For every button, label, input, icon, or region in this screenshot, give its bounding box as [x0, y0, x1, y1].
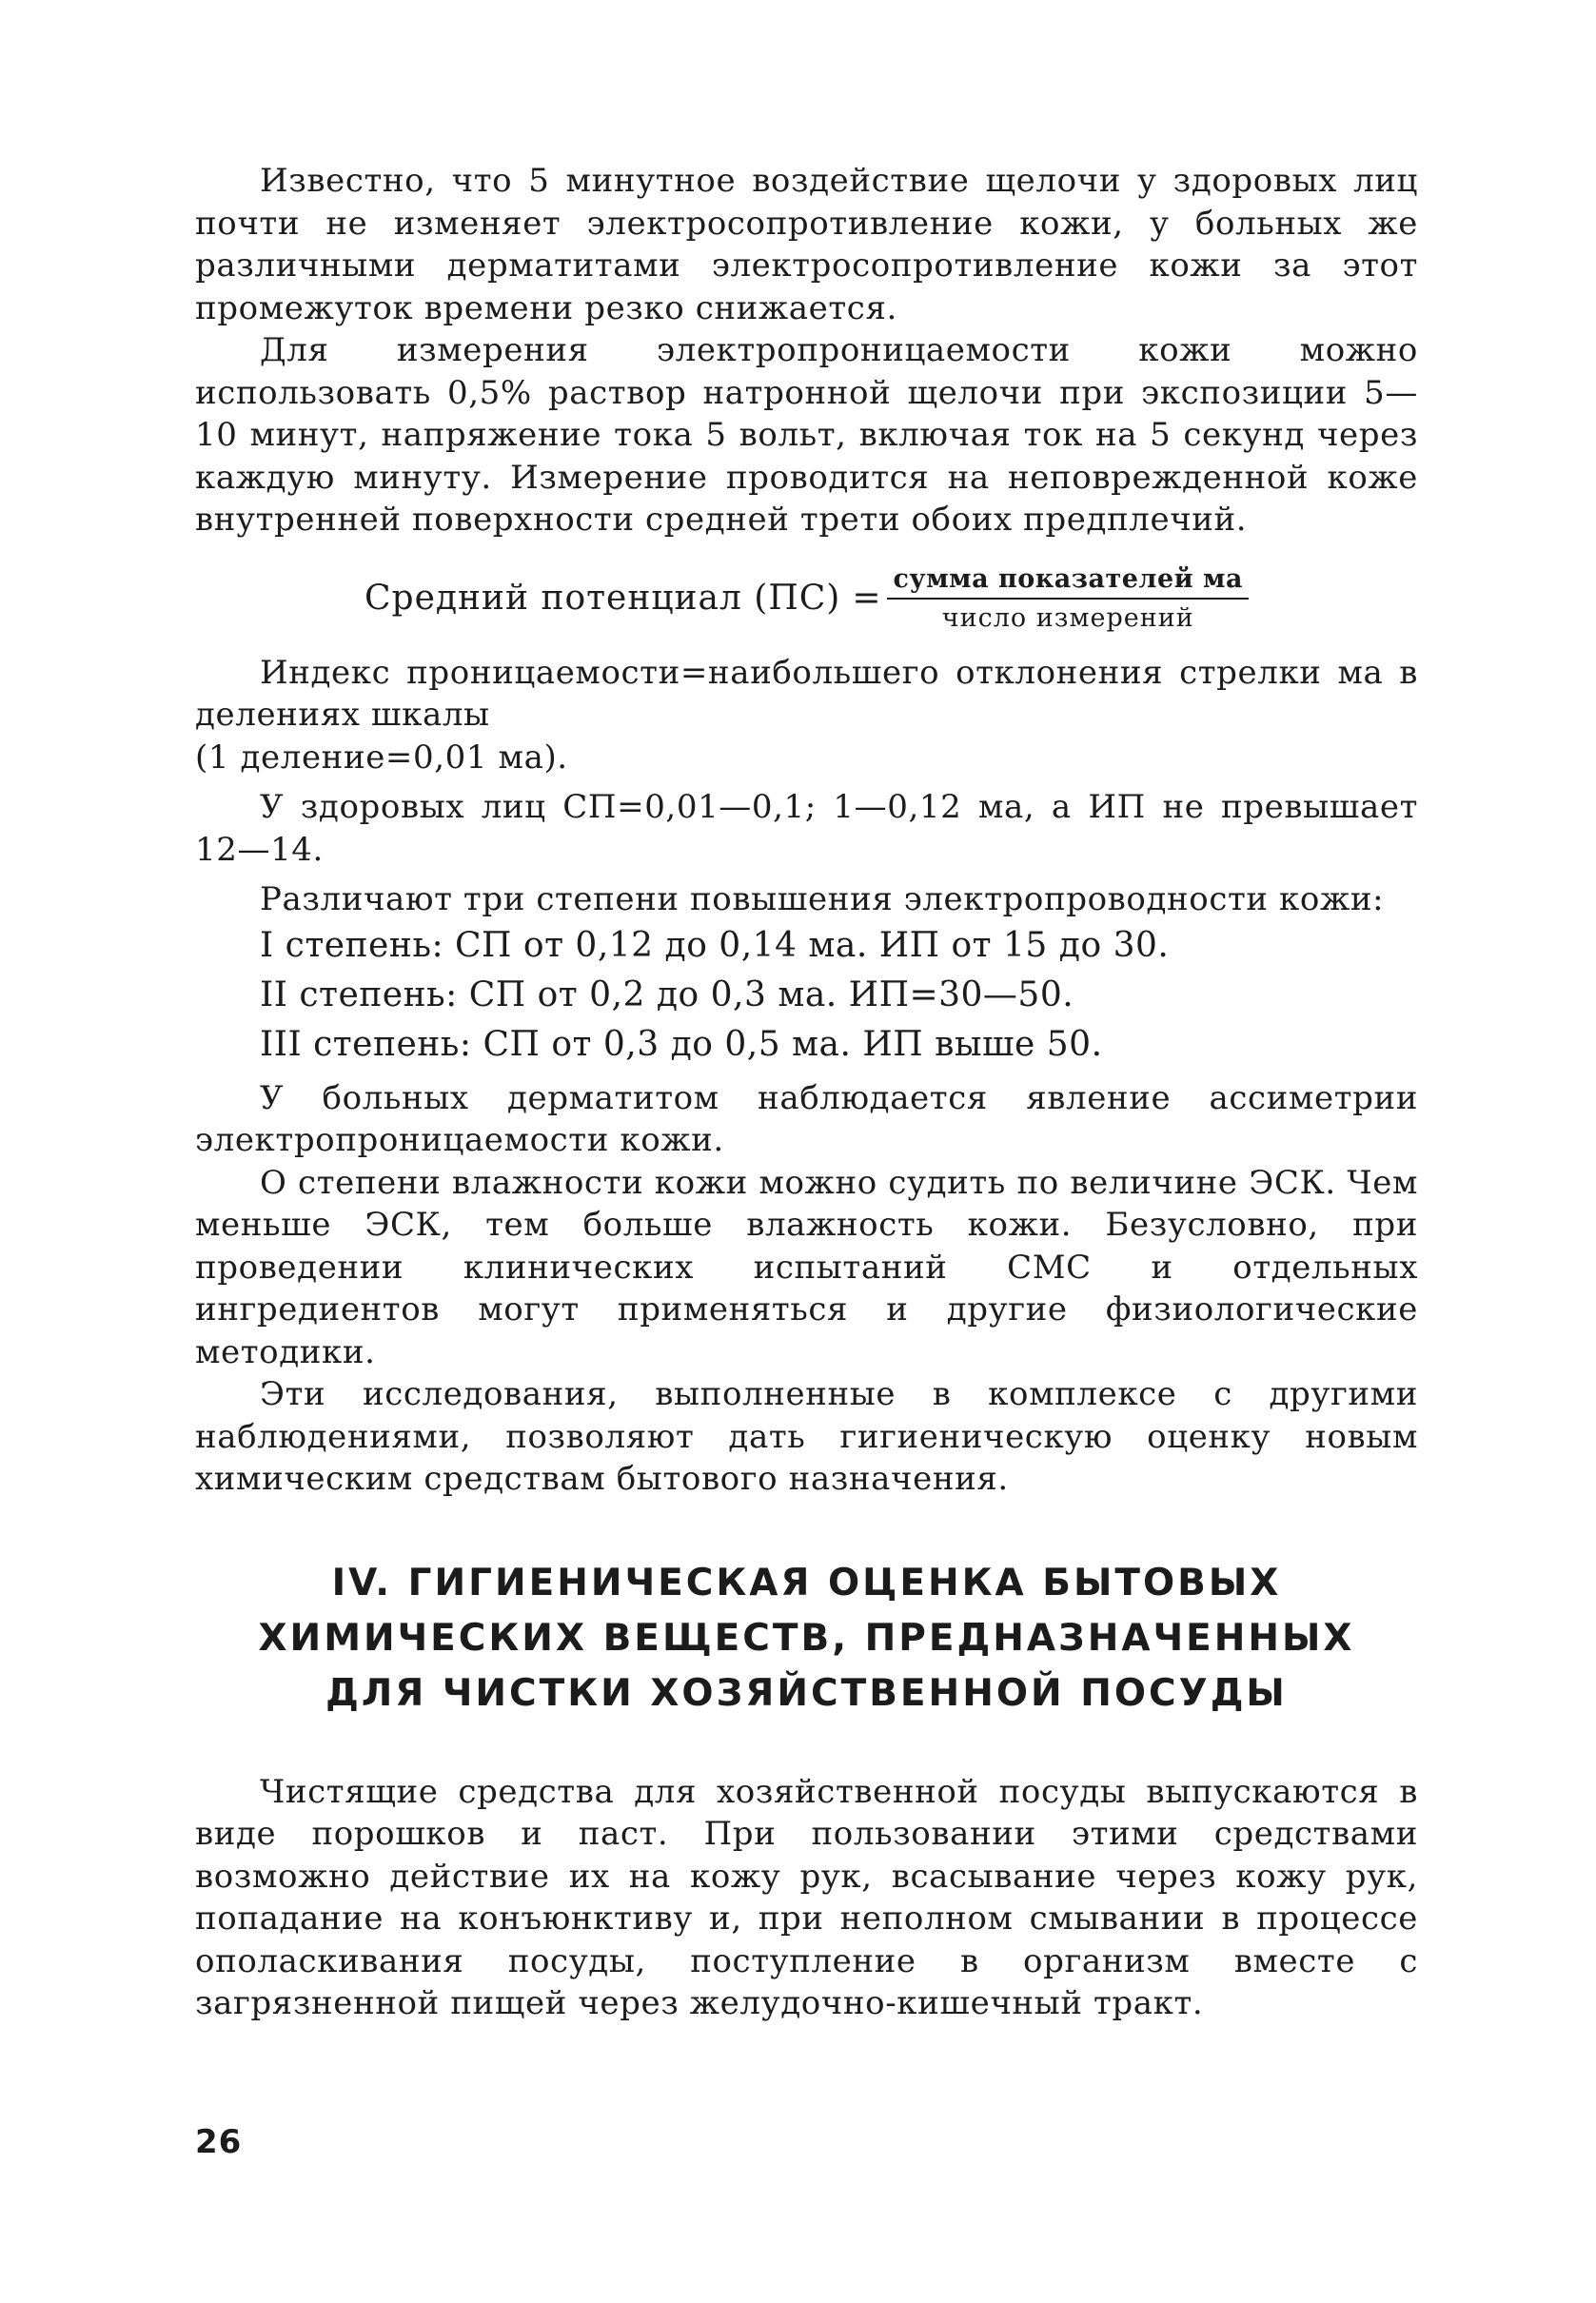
section-heading-line: IV. ГИГИЕНИЧЕСКАЯ ОЦЕНКА БЫТОВЫХ: [331, 1561, 1282, 1604]
paragraph-degrees-intro: Различают три степени повышения электропроводности кожи:: [260, 880, 1385, 918]
degree-item-1: I степень: СП от 0,12 до 0,14 ма. ИП от 15 до 30.: [260, 925, 1170, 965]
section-heading-line: ДЛЯ ЧИСТКИ ХОЗЯЙСТВЕННОЙ ПОСУДЫ: [325, 1671, 1288, 1715]
paragraph-division-note: (1 деление=0,01 ма).: [195, 738, 568, 777]
page-content: [195, 160, 1418, 2025]
formula-average-potential: [195, 553, 1418, 644]
formula-fraction: [887, 564, 1249, 633]
paragraph-measurement-method: Для измерения электропроницаемости кожи можно использовать 0,5% раствор натронной щелочи при экспозиции 5—10 минут, напряжение тока 5 вольт, включая ток на 5 секунд через каждую минуту. Измерение проводится на неповрежденной коже внутренней поверхности средней трети обоих предплечий.: [195, 331, 1418, 539]
formula-equals: =: [852, 579, 882, 618]
section-heading-line: ХИМИЧЕСКИХ ВЕЩЕСТВ, ПРЕДНАЗНАЧЕННЫХ: [258, 1616, 1355, 1660]
paragraph-alkali-effect: Известно, что 5 минутное воздействие щелочи у здоровых лиц почти не изменяет электросопротивление кожи, у больных же различными дерматитами электросопротивление кожи за этот промежуток времени резко снижается.: [195, 162, 1418, 327]
page-number: 26: [195, 2123, 243, 2161]
section-heading: [195, 1556, 1418, 1722]
paragraph-permeability-index: Индекс проницаемости=наибольшего отклонения стрелки ма в делениях шкалы: [195, 653, 1418, 734]
formula-numerator: сумма показателей ма: [887, 564, 1249, 600]
paragraph-asymmetry: У больных дерматитом наблюдается явление ассиметрии электропроницаемости кожи.: [195, 1078, 1418, 1159]
paragraph-healthy-values: У здоровых лиц СП=0,01—0,1; 1—0,12 ма, а ИП не превышает 12—14.: [195, 788, 1418, 869]
degree-item-2: II степень: СП от 0,2 до 0,3 ма. ИП=30—50.: [260, 974, 1074, 1014]
paragraph-cleaning-agents: Чистящие средства для хозяйственной посуды выпускаются в виде порошков и паст. При пользовании этими средствами возможно действие их на кожу рук, всасывание через кожу рук, попадание на конъюнктиву и, при неполном смывании в процессе ополаскивания посуды, поступление в организм вместе с загрязненной пищей через желудочно-кишечный тракт.: [195, 1772, 1418, 2022]
formula-denominator: число измерений: [941, 602, 1194, 633]
degree-item-3: III степень: СП от 0,3 до 0,5 ма. ИП выше 50.: [260, 1024, 1103, 1064]
paragraph-humidity: О степени влажности кожи можно судить по величине ЭСК. Чем меньше ЭСК, тем больше влажность кожи. Безусловно, при проведении клинических испытаний СМС и отдельных ингредиентов могут применяться и другие физиологические методики.: [195, 1163, 1418, 1371]
paragraph-conclusion: Эти исследования, выполненные в комплексе с другими наблюдениями, позволяют дать гигиеническую оценку новым химическим средствам бытового назначения.: [195, 1375, 1418, 1498]
formula-lhs: Средний потенциал (ПС): [364, 579, 841, 618]
